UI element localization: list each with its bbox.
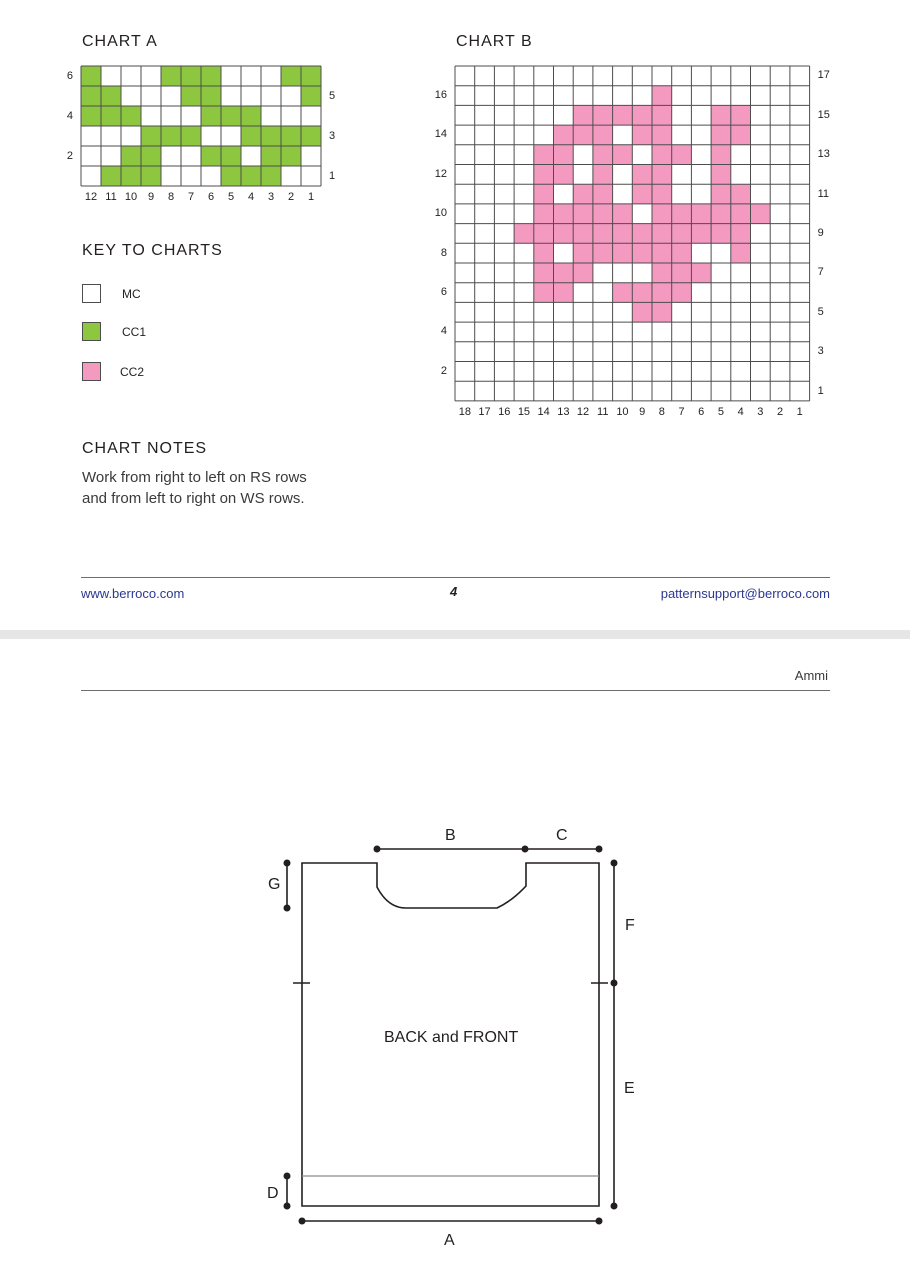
stitch-number: 10 [124,191,138,203]
chart-cell-filled [593,224,613,244]
chart-cell-filled [593,105,613,125]
chart-cell-filled [652,224,672,244]
key-title: KEY TO CHARTS [82,242,223,259]
row-number-right: 1 [817,384,824,397]
chart-cell-filled [534,283,554,303]
chart-cell-filled [101,86,121,106]
chart-cell-filled [593,243,613,263]
stitch-number: 1 [796,405,803,418]
row-number-left: 8 [440,246,447,259]
chart-cell-filled [711,125,731,145]
chart-cell-filled [301,66,321,86]
chart-cell-filled [731,184,751,204]
chart-cell-filled [573,224,593,244]
stitch-number: 18 [458,405,471,418]
chart-cell-filled [201,106,221,126]
measure-label-e: E [624,1080,635,1097]
chart-cell-filled [121,106,141,126]
chart-cell-filled [573,204,593,224]
chart-cell-filled [711,105,731,125]
chart-cell-filled [672,243,692,263]
chart-cell-filled [691,263,711,283]
chart-cell-filled [121,166,141,186]
row-number-right: 5 [329,89,336,102]
chart-notes-line-1: Work from right to left on RS rows [82,469,307,486]
schematic-center-label: BACK and FRONT [384,1029,519,1046]
row-number-left: 12 [434,167,447,180]
chart-cell-filled [632,125,652,145]
chart-cell-filled [201,86,221,106]
footer-divider [81,577,830,578]
key-label-cc1: CC1 [122,325,147,339]
chart-cell-filled [632,165,652,185]
row-number-right: 13 [817,148,830,161]
stitch-number: 4 [247,191,255,203]
chart-cell-filled [161,126,181,146]
chart-cell-filled [593,165,613,185]
row-number-left: 10 [434,207,447,220]
chart-cell-filled [534,145,554,165]
stitch-number: 1 [307,191,315,203]
chart-cell-filled [593,145,613,165]
chart-cell-filled [573,263,593,283]
chart-cell-filled [751,204,771,224]
chart-cell-filled [672,224,692,244]
chart-cell-filled [632,243,652,263]
chart-cell-filled [261,166,281,186]
chart-cell-filled [652,105,672,125]
chart-notes-line-2: and from left to right on WS rows. [82,490,305,507]
chart-cell-filled [711,204,731,224]
chart-cell-filled [652,125,672,145]
chart-cell-filled [261,126,281,146]
chart-cell-filled [652,283,672,303]
stitch-number: 12 [84,191,98,203]
stitch-number: 3 [267,191,275,203]
chart-cell-filled [632,184,652,204]
chart-cell-filled [181,86,201,106]
row-number-right: 3 [817,345,824,358]
row-number-left: 14 [434,128,447,141]
chart-cell-filled [101,166,121,186]
chart-cell-filled [281,146,301,166]
chart-cell-filled [632,283,652,303]
chart-cell-filled [241,106,261,126]
chart-cell-filled [554,125,574,145]
chart-cell-filled [261,146,281,166]
chart-cell-filled [554,165,574,185]
row-number-left: 16 [434,89,447,102]
row-number-right: 3 [329,129,336,142]
chart-cell-filled [632,224,652,244]
chart-cell-filled [652,184,672,204]
row-number-right: 7 [817,266,824,279]
header-divider [81,690,830,691]
key-label-mc: MC [122,287,141,301]
chart-cell-filled [711,224,731,244]
stitch-number: 9 [147,191,155,203]
stitch-number: 7 [187,191,195,203]
stitch-number: 10 [616,405,629,418]
chart-cell-filled [672,145,692,165]
chart-cell-filled [652,302,672,322]
stitch-number: 3 [757,405,764,418]
chart-cell-filled [201,146,221,166]
chart-a-title: CHART A [82,33,158,50]
chart-cell-filled [554,204,574,224]
chart-cell-filled [221,146,241,166]
chart-cell-filled [141,126,161,146]
chart-cell-filled [731,105,751,125]
row-number-left: 4 [440,325,447,338]
chart-cell-filled [672,283,692,303]
stitch-number: 6 [207,191,215,203]
row-number-left: 4 [66,109,73,122]
chart-cell-filled [181,66,201,86]
chart-cell-filled [711,184,731,204]
stitch-number: 14 [537,405,550,418]
page-break [0,630,910,639]
chart-cell-filled [554,263,574,283]
chart-cell-filled [534,224,554,244]
chart-cell-filled [201,66,221,86]
chart-cell-filled [632,302,652,322]
stitch-number: 6 [698,405,705,418]
chart-b-title: CHART B [456,33,533,50]
chart-cell-filled [554,145,574,165]
row-number-right: 9 [817,226,824,239]
chart-cell-filled [613,224,633,244]
chart-cell-filled [672,263,692,283]
chart-cell-filled [613,204,633,224]
chart-cell-filled [101,106,121,126]
chart-notes-title: CHART NOTES [82,440,208,457]
chart-cell-filled [731,204,751,224]
stitch-number: 9 [639,405,646,418]
chart-cell-filled [221,166,241,186]
chart-cell-filled [81,86,101,106]
row-number-left: 2 [66,149,73,162]
chart-cell-filled [731,125,751,145]
chart-cell-filled [652,263,672,283]
chart-cell-filled [691,224,711,244]
chart-cell-filled [221,106,241,126]
stitch-number: 16 [498,405,511,418]
chart-cell-filled [554,283,574,303]
chart-cell-filled [281,66,301,86]
chart-cell-filled [613,283,633,303]
chart-cell-filled [652,145,672,165]
footer-email-link[interactable]: patternsupport@berroco.com [660,586,830,601]
chart-cell-filled [573,184,593,204]
chart-a-grid [81,66,321,186]
row-number-left: 2 [440,364,447,377]
chart-cell-filled [632,105,652,125]
chart-cell-filled [534,243,554,263]
chart-cell-filled [81,66,101,86]
row-number-right: 5 [817,305,824,318]
stitch-number: 4 [737,405,744,418]
row-number-right: 11 [817,187,830,200]
key-swatch-mc [82,284,101,303]
stitch-number: 8 [658,405,665,418]
stitch-number: 2 [287,191,295,203]
chart-cell-filled [652,204,672,224]
chart-cell-filled [301,126,321,146]
chart-cell-filled [81,106,101,126]
chart-cell-filled [652,86,672,106]
stitch-number: 5 [227,191,235,203]
chart-cell-filled [534,165,554,185]
chart-cell-filled [731,243,751,263]
chart-cell-filled [514,224,534,244]
chart-cell-filled [281,126,301,146]
chart-cell-filled [711,145,731,165]
chart-cell-filled [534,263,554,283]
chart-cell-filled [554,224,574,244]
chart-cell-filled [534,184,554,204]
chart-cell-filled [161,66,181,86]
measure-label-f: F [625,917,635,934]
chart-cell-filled [613,243,633,263]
chart-cell-filled [141,166,161,186]
key-swatch-cc1 [82,322,101,341]
row-number-right: 17 [817,69,830,82]
chart-cell-filled [593,125,613,145]
measure-label-d: D [267,1185,279,1202]
stitch-number: 7 [678,405,685,418]
stitch-number: 12 [576,405,590,418]
measure-label-a: A [444,1232,455,1249]
measure-label-b: B [445,827,456,844]
chart-b-grid [455,66,811,402]
footer-website-link[interactable]: www.berroco.com [81,586,185,601]
chart-cell-filled [593,204,613,224]
chart-cell-filled [652,243,672,263]
chart-cell-filled [711,165,731,185]
measure-label-g: G [268,876,281,893]
stitch-number: 8 [167,191,175,203]
chart-cell-filled [613,105,633,125]
footer-page-number: 4 [450,584,458,599]
chart-cell-filled [573,105,593,125]
chart-cell-filled [141,146,161,166]
chart-cell-filled [573,125,593,145]
chart-cell-filled [731,224,751,244]
stitch-number: 5 [717,405,724,418]
stitch-number: 15 [517,405,531,418]
chart-cell-filled [534,204,554,224]
chart-cell-filled [301,86,321,106]
stitch-number: 11 [597,405,609,418]
chart-cell-filled [691,204,711,224]
page-header-title: Ammi [794,668,828,683]
chart-cell-filled [241,126,261,146]
row-number-left: 6 [66,69,73,82]
chart-cell-filled [573,243,593,263]
stitch-number: 17 [478,405,491,418]
chart-cell-filled [241,166,261,186]
chart-cell-filled [672,204,692,224]
measure-label-c: C [556,827,568,844]
chart-cell-filled [593,184,613,204]
chart-cell-filled [121,146,141,166]
row-number-left: 6 [440,286,447,299]
row-number-right: 1 [329,169,336,182]
row-number-right: 15 [817,108,830,121]
stitch-number: 2 [776,405,784,418]
stitch-number: 11 [105,191,117,203]
chart-cell-filled [652,165,672,185]
key-label-cc2: CC2 [120,365,145,379]
chart-cell-filled [181,126,201,146]
stitch-number: 13 [557,405,570,418]
chart-cell-filled [613,145,633,165]
key-swatch-cc2 [82,362,101,381]
